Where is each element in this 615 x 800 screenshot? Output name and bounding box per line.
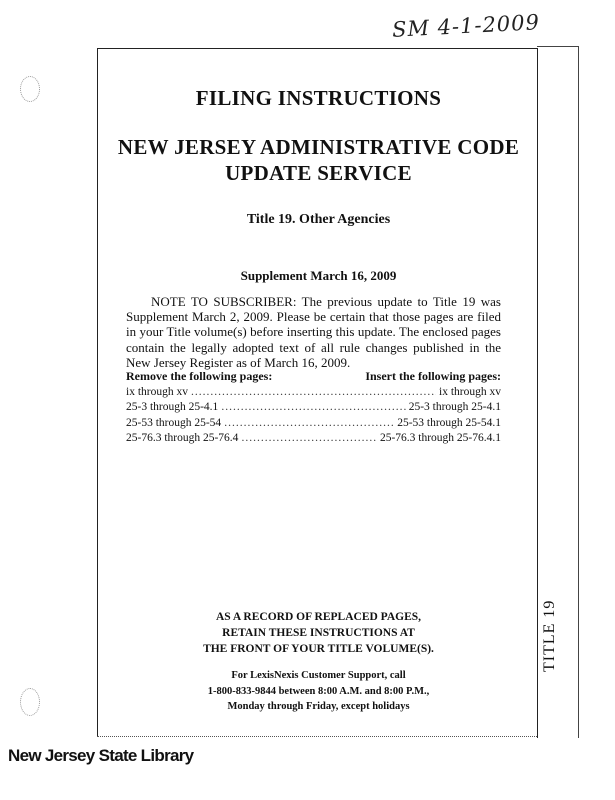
record-notice-line1: AS A RECORD OF REPLACED PAGES,: [215, 611, 422, 623]
pages-table: [126, 369, 501, 447]
insert-range: ix through xv: [439, 385, 501, 398]
support-phone-hours: 1-800-833-9844 between 8:00 A.M. and 8:00 P.M.,: [207, 685, 430, 697]
dot-leader: [191, 385, 436, 401]
customer-support: [100, 668, 537, 715]
record-notice-line3: THE FRONT OF YOUR TITLE VOLUME(S).: [203, 643, 434, 655]
side-tab-label: TITLE 19: [541, 599, 558, 672]
remove-range: 25-53 through 25-54: [126, 416, 222, 429]
dot-leader: [224, 416, 394, 432]
binder-hole-bottom: [20, 688, 40, 716]
record-notice: [100, 609, 537, 657]
support-line1: For LexisNexis Customer Support, call: [231, 670, 406, 681]
insert-pages-header: Insert the following pages:: [365, 369, 501, 383]
page-frame-left: [97, 48, 98, 736]
remove-range: 25-3 through 25-4.1: [126, 401, 219, 413]
table-row: [126, 416, 501, 432]
insert-range: 25-76.3 through 25-76.4.1: [379, 432, 501, 444]
page-frame-top: [97, 48, 537, 49]
table-row: [126, 400, 501, 416]
supplement-date: Supplement March 16, 2009: [240, 268, 397, 283]
insert-range: 25-3 through 25-4.1: [408, 401, 501, 413]
handwritten-date-note: SM 4-1-2009: [391, 10, 541, 42]
remove-range: ix through xv: [126, 385, 188, 398]
dot-leader: [241, 431, 377, 447]
filing-instructions-title: FILING INSTRUCTIONS: [195, 86, 442, 110]
remove-pages-header: Remove the following pages:: [126, 369, 273, 383]
pages-table-header: [126, 369, 501, 385]
remove-range: 25-76.3 through 25-76.4: [126, 432, 239, 444]
title-number: Title 19. Other Agencies: [246, 212, 391, 227]
subscriber-note: NOTE TO SUBSCRIBER: The previous update to Title 19 was Supplement March 2, 2009. Please be certain that those pages are filed in your Title volume(s) before inserting this update. The enclosed pages contain the legally adopted text of all rule changes published in the New Jersey Register as of March 16, 2009.: [126, 294, 501, 370]
table-row: [126, 385, 501, 401]
code-title: [100, 134, 537, 186]
library-stamp: New Jersey State Library: [8, 746, 194, 765]
tab-frame-top: [537, 46, 579, 47]
table-row: [126, 431, 501, 447]
insert-range: 25-53 through 25-54.1: [397, 416, 501, 429]
support-days: Monday through Friday, except holidays: [227, 701, 410, 712]
dot-leader: [221, 400, 405, 416]
code-title-line1: NEW JERSEY ADMINISTRATIVE CODE: [117, 135, 520, 159]
record-notice-line2: RETAIN THESE INSTRUCTIONS AT: [222, 627, 415, 639]
binder-hole-top: [20, 76, 40, 102]
code-title-line2: UPDATE SERVICE: [225, 161, 412, 185]
page-frame-right: [537, 48, 538, 738]
page-frame-bottom: [97, 736, 537, 737]
tab-frame-right: [578, 46, 579, 738]
